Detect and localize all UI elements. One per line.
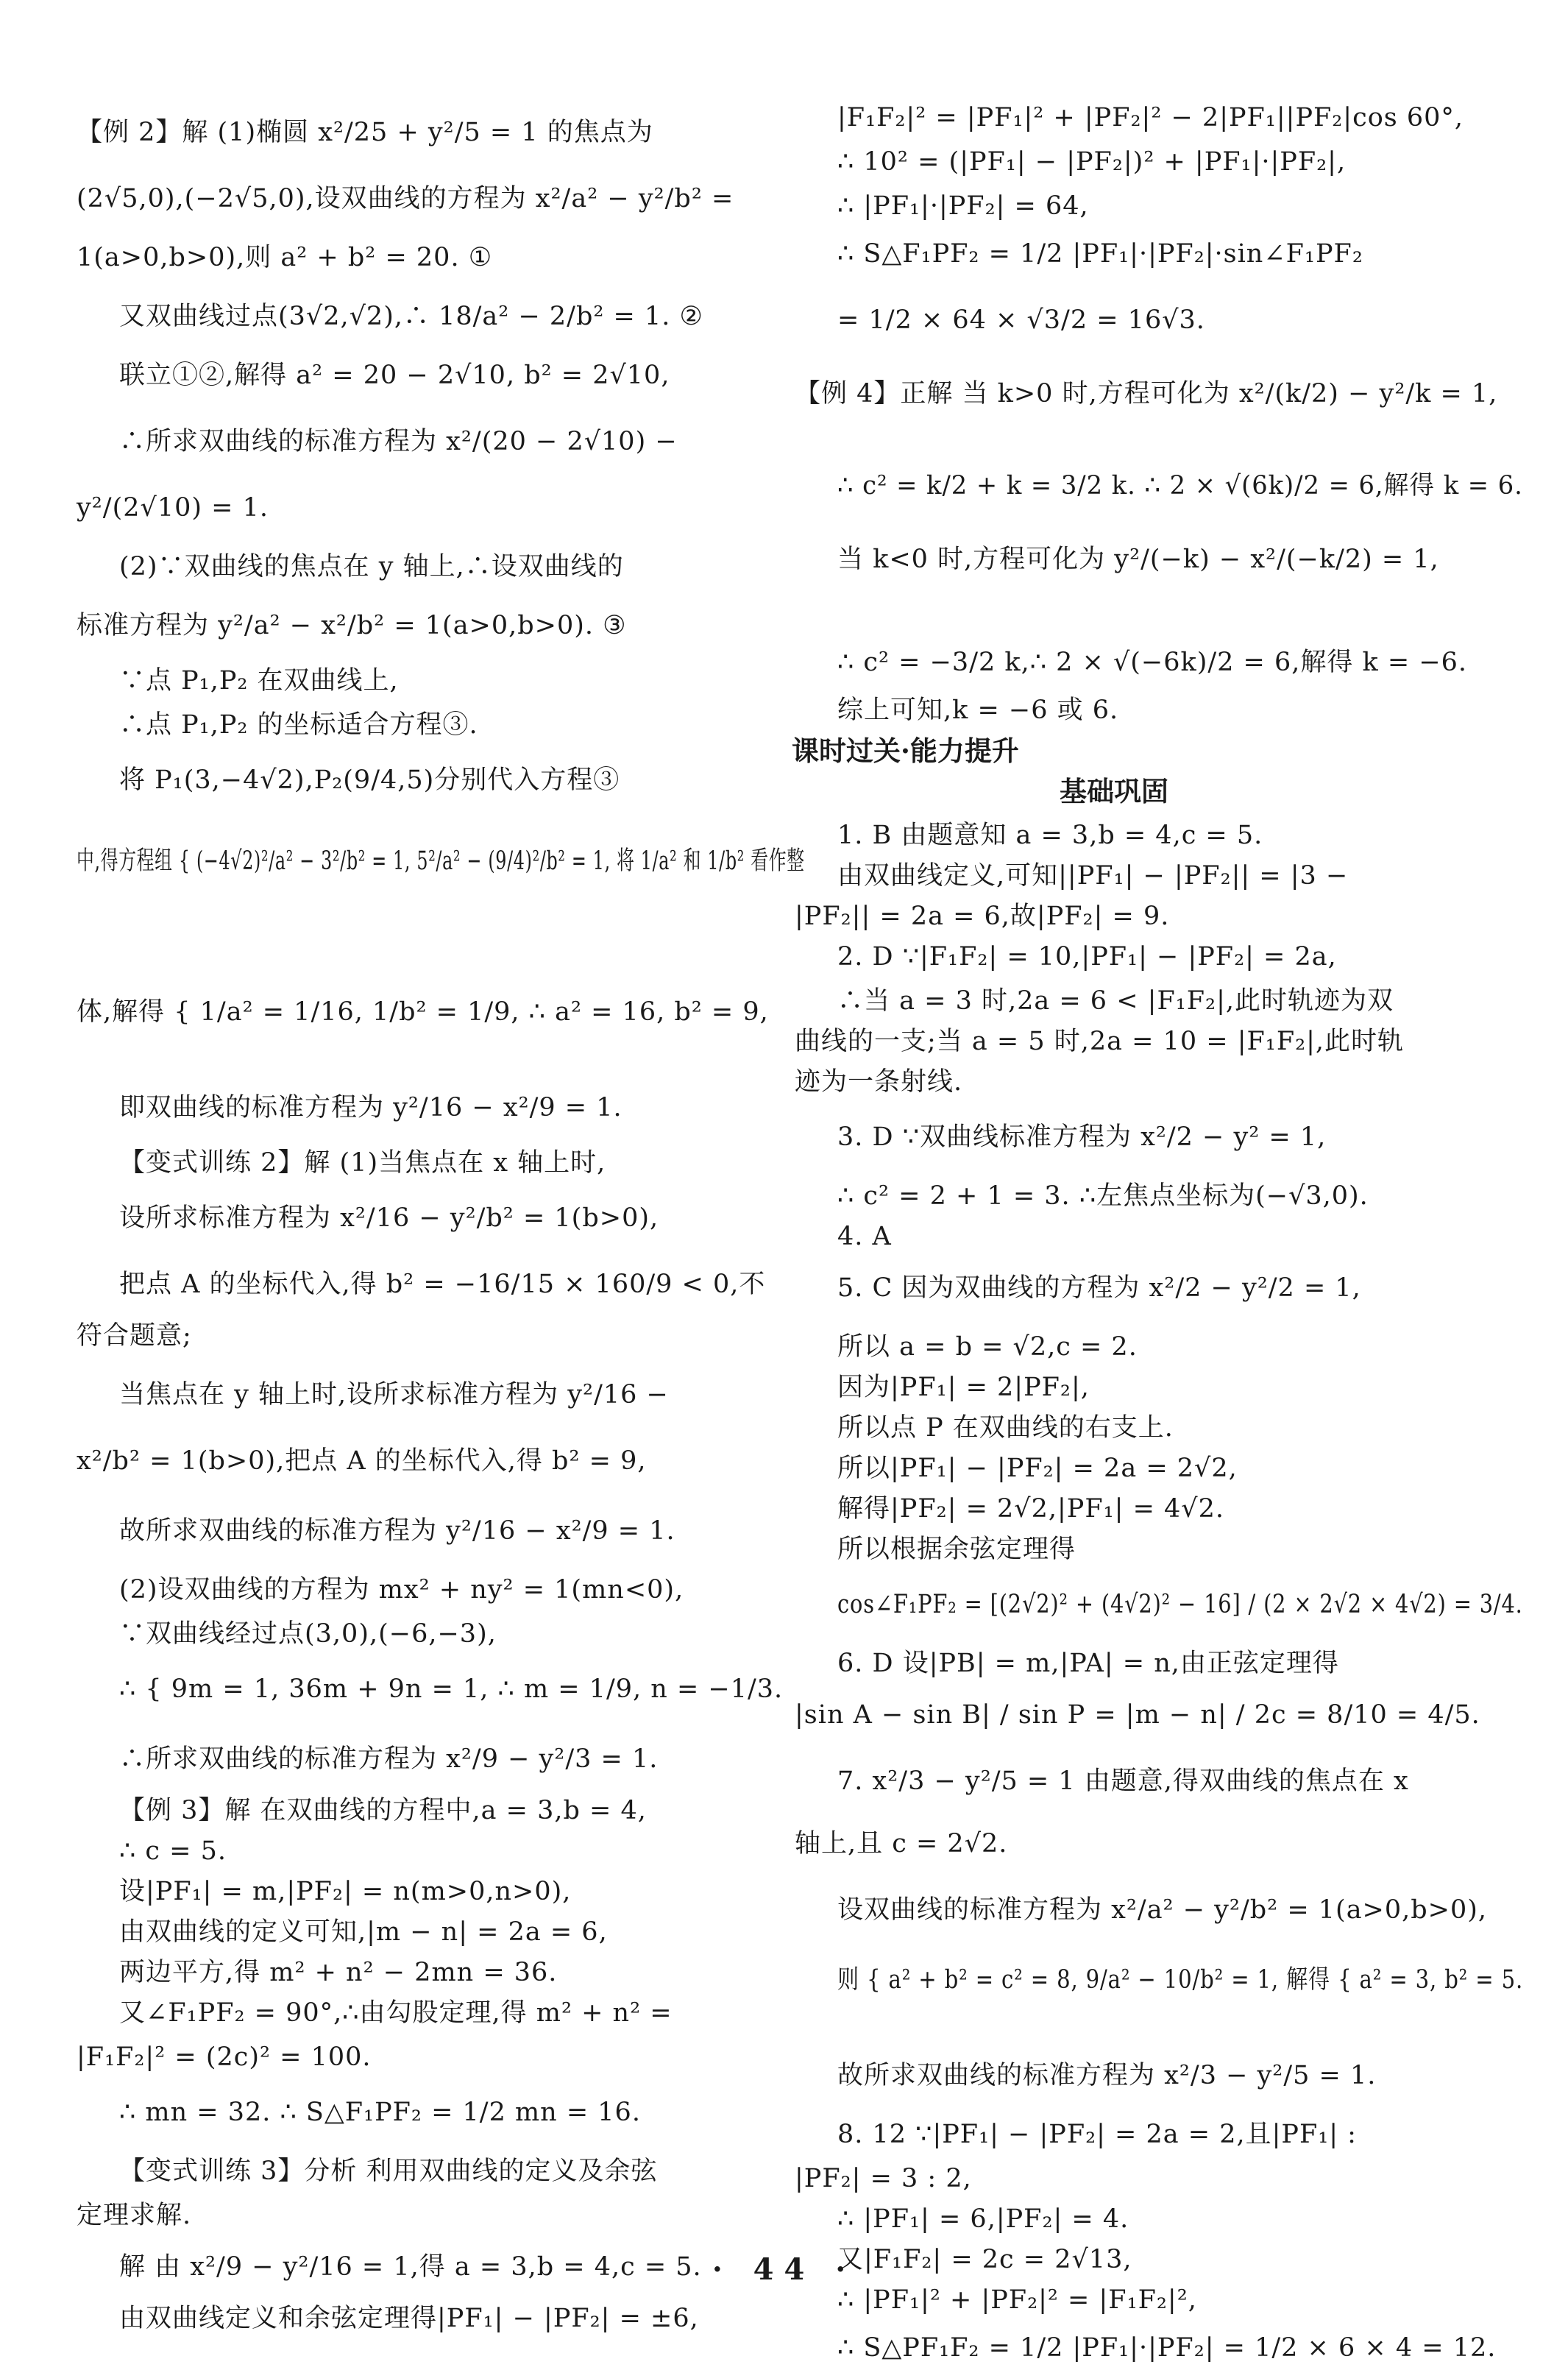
text-line: ∴ c = 5. — [119, 1836, 227, 1866]
text-line: 把点 A 的坐标代入,得 b² = −16/15 × 160/9 < 0,不 — [119, 1270, 766, 1299]
text-line: ∴所求双曲线的标准方程为 x²/(20 − 2√10) − — [119, 427, 678, 456]
text-line: 【例 3】解 在双曲线的方程中,a = 3,b = 4, — [119, 1796, 647, 1825]
text-line: ∴ c² = 2 + 1 = 3. ∴左焦点坐标为(−√3,0). — [837, 1181, 1369, 1211]
text-line: cos∠F₁PF₂ = [(2√2)² + (4√2)² − 16] / (2 × 2√2 × 4√2) = 3/4. — [837, 1590, 1523, 1619]
text-line: 定理求解. — [77, 2201, 192, 2230]
text-line: 当 k<0 时,方程可化为 y²/(−k) − x²/(−k/2) = 1, — [837, 545, 1439, 574]
text-line: (2√5,0),(−2√5,0),设双曲线的方程为 x²/a² − y²/b² = — [77, 184, 734, 213]
text-line: 又∠F₁PF₂ = 90°,∴由勾股定理,得 m² + n² = — [119, 1998, 673, 2028]
text-line: |PF₂|| = 2a = 6,故|PF₂| = 9. — [795, 902, 1170, 931]
text-line: 3. D ∵双曲线标准方程为 x²/2 − y² = 1, — [837, 1122, 1327, 1152]
text-line: 因为|PF₁| = 2|PF₂|, — [837, 1373, 1090, 1402]
text-line: 故所求双曲线的标准方程为 y²/16 − x²/9 = 1. — [119, 1516, 675, 1546]
text-line: 联立①②,解得 a² = 20 − 2√10, b² = 2√10, — [119, 361, 670, 390]
text-line: 由双曲线定义和余弦定理得|PF₁| − |PF₂| = ±6, — [119, 2304, 699, 2333]
text-line: 8. 12 ∵|PF₁| − |PF₂| = 2a = 2,且|PF₁| : — [837, 2120, 1357, 2149]
text-line: ∴ mn = 32. ∴ S△F₁PF₂ = 1/2 mn = 16. — [119, 2098, 641, 2127]
text-line: ∴所求双曲线的标准方程为 x²/9 − y²/3 = 1. — [119, 1744, 659, 1774]
text-line: x²/b² = 1(b>0),把点 A 的坐标代入,得 b² = 9, — [77, 1446, 647, 1476]
text-line: 即双曲线的标准方程为 y²/16 − x²/9 = 1. — [119, 1093, 622, 1122]
text-line: ∴当 a = 3 时,2a = 6 < |F₁F₂|,此时轨迹为双 — [837, 986, 1394, 1016]
section-heading: 课时过关·能力提升 — [792, 735, 1019, 767]
text-line: 当焦点在 y 轴上时,设所求标准方程为 y²/16 − — [119, 1380, 669, 1409]
text-line: 所以根据余弦定理得 — [837, 1535, 1076, 1564]
text-line: 又双曲线过点(3√2,√2),∴ 18/a² − 2/b² = 1. ② — [119, 302, 703, 331]
text-line: |F₁F₂|² = (2c)² = 100. — [77, 2042, 372, 2072]
text-line: 将 P₁(3,−4√2),P₂(9/4,5)分别代入方程③ — [119, 765, 620, 795]
text-line: 符合题意; — [77, 1321, 192, 1351]
text-line: ∵双曲线经过点(3,0),(−6,−3), — [119, 1619, 497, 1649]
text-line: 解得|PF₂| = 2√2,|PF₁| = 4√2. — [837, 1494, 1224, 1524]
text-line: 1. B 由题意知 a = 3,b = 4,c = 5. — [837, 821, 1263, 850]
text-line: 故所求双曲线的标准方程为 x²/3 − y²/5 = 1. — [837, 2061, 1377, 2090]
text-line: 【变式训练 2】解 (1)当焦点在 x 轴上时, — [119, 1148, 606, 1178]
text-line: ∴ |PF₁| = 6,|PF₂| = 4. — [837, 2204, 1129, 2234]
text-line: 综上可知,k = −6 或 6. — [837, 696, 1119, 725]
text-line: 两边平方,得 m² + n² − 2mn = 36. — [119, 1958, 558, 1987]
text-line: 所以 a = b = √2,c = 2. — [837, 1332, 1138, 1362]
text-line: 所以|PF₁| − |PF₂| = 2a = 2√2, — [837, 1454, 1238, 1483]
text-line: 由双曲线定义,可知||PF₁| − |PF₂|| = |3 − — [837, 861, 1349, 891]
text-line: y²/(2√10) = 1. — [77, 493, 269, 523]
text-line: ∴ S△PF₁F₂ = 1/2 |PF₁|·|PF₂| = 1/2 × 6 × 4 = 12. — [837, 2333, 1497, 2363]
text-line: ∴ c² = −3/2 k,∴ 2 × √(−6k)/2 = 6,解得 k = −6. — [837, 648, 1468, 677]
text-line: 所以点 P 在双曲线的右支上. — [837, 1413, 1174, 1443]
text-line: |sin A − sin B| / sin P = |m − n| / 2c = 8/10 = 4/5. — [795, 1700, 1480, 1730]
text-line: 5. C 因为双曲线的方程为 x²/2 − y²/2 = 1, — [837, 1273, 1361, 1303]
text-line: 设所求标准方程为 x²/16 − y²/b² = 1(b>0), — [119, 1203, 659, 1233]
text-line: (2)设双曲线的方程为 mx² + ny² = 1(mn<0), — [119, 1575, 684, 1605]
text-line: 又|F₁F₂| = 2c = 2√13, — [837, 2245, 1132, 2274]
text-line: 体,解得 { 1/a² = 1/16, 1/b² = 1/9, ∴ a² = 16, b² = 9, — [77, 997, 769, 1027]
text-line: ∴ { 9m = 1, 36m + 9n = 1, ∴ m = 1/9, n = −1/3. — [119, 1674, 784, 1704]
text-line: ∴ 10² = (|PF₁| − |PF₂|)² + |PF₁|·|PF₂|, — [837, 147, 1347, 177]
text-line: ∴ S△F₁PF₂ = 1/2 |PF₁|·|PF₂|·sin∠F₁PF₂ — [837, 239, 1363, 269]
text-line: ∴ |PF₁|² + |PF₂|² = |F₁F₂|², — [837, 2285, 1197, 2315]
text-line: 设双曲线的标准方程为 x²/a² − y²/b² = 1(a>0,b>0), — [837, 1895, 1488, 1925]
text-line: 【例 4】正解 当 k>0 时,方程可化为 x²/(k/2) − y²/k = 1, — [795, 379, 1498, 408]
text-line: 设|PF₁| = m,|PF₂| = n(m>0,n>0), — [119, 1877, 572, 1906]
subsection-heading: 基础巩固 — [1060, 775, 1168, 807]
text-line: 4. A — [837, 1222, 892, 1251]
text-line: 迹为一条射线. — [795, 1067, 963, 1097]
text-line: |PF₂| = 3 : 2, — [795, 2164, 972, 2193]
text-line: 1(a>0,b>0),则 a² + b² = 20. ① — [77, 243, 493, 272]
text-line: (2)∵双曲线的焦点在 y 轴上,∴设双曲线的 — [119, 552, 624, 581]
text-line: 解 由 x²/9 − y²/16 = 1,得 a = 3,b = 4,c = 5. — [119, 2252, 702, 2282]
text-line: 中,得方程组 { (−4√2)²/a² − 3²/b² = 1, 5²/a² − (9/4)²/b² = 1, 将 1/a² 和 1/b² 看作整 — [77, 846, 805, 876]
text-line: ∴ c² = k/2 + k = 3/2 k. ∴ 2 × √(6k)/2 = 6,解得 k = 6. — [837, 471, 1523, 500]
text-line: |F₁F₂|² = |PF₁|² + |PF₂|² − 2|PF₁||PF₂|cos 60°, — [837, 103, 1464, 132]
text-line: 【例 2】解 (1)椭圆 x²/25 + y²/5 = 1 的焦点为 — [77, 118, 653, 147]
page-number: · 44 · — [712, 2252, 856, 2287]
text-line: 由双曲线的定义可知,|m − n| = 2a = 6, — [119, 1917, 608, 1947]
text-line: ∴ |PF₁|·|PF₂| = 64, — [837, 191, 1089, 221]
text-line: 【变式训练 3】分析 利用双曲线的定义及余弦 — [119, 2157, 658, 2186]
text-line: 6. D 设|PB| = m,|PA| = n,由正弦定理得 — [837, 1649, 1339, 1678]
text-line: 曲线的一支;当 a = 5 时,2a = 10 = |F₁F₂|,此时轨 — [795, 1027, 1405, 1056]
text-line: 2. D ∵|F₁F₂| = 10,|PF₁| − |PF₂| = 2a, — [837, 942, 1337, 972]
text-line: ∵点 P₁,P₂ 在双曲线上, — [119, 666, 399, 696]
text-line: = 1/2 × 64 × √3/2 = 16√3. — [837, 305, 1205, 335]
text-line: 则 { a² + b² = c² = 8, 9/a² − 10/b² = 1, 解得 { a² = 3, b² = 5. — [837, 1965, 1524, 1995]
text-line: 7. x²/3 − y²/5 = 1 由题意,得双曲线的焦点在 x — [837, 1766, 1409, 1796]
text-line: ∴点 P₁,P₂ 的坐标适合方程③. — [119, 710, 478, 740]
text-line: 轴上,且 c = 2√2. — [795, 1829, 1008, 1858]
text-line: 标准方程为 y²/a² − x²/b² = 1(a>0,b>0). ③ — [77, 611, 627, 640]
